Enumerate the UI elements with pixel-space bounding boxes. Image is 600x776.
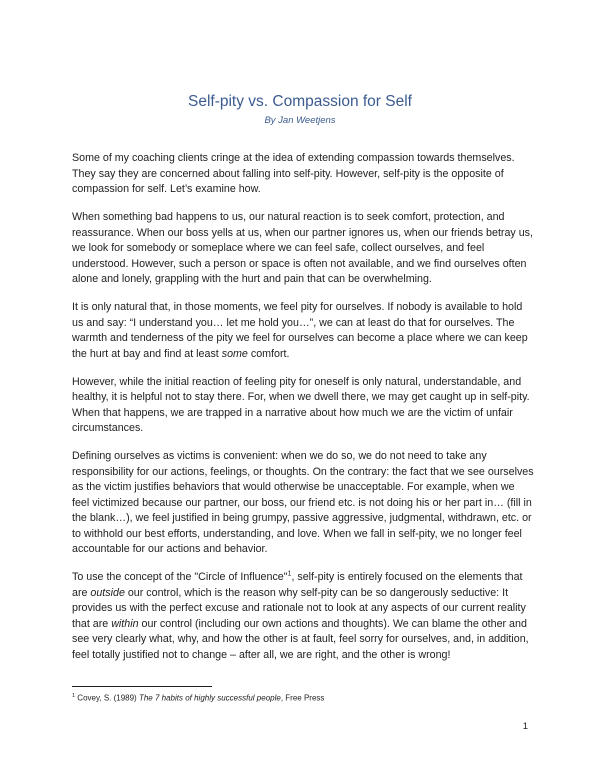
footnote-marker: 1	[72, 693, 76, 699]
document-title: Self-pity vs. Compassion for Self	[188, 93, 412, 110]
paragraph-6-emphasis-outside: outside	[90, 586, 125, 599]
paragraph-6-text-c: our control, which is the reason why self-pity can be so dangerously seductive: It provides us with the perfect excuse and rationale not to look at any aspects of our current reality that are	[72, 586, 526, 630]
footnote-book-title: The 7 habits of highly successful people	[138, 693, 281, 703]
paragraph-6	[72, 570, 534, 663]
paragraph-6-text-a: To use the concept of the "Circle of Influence"	[72, 571, 288, 583]
paragraph-3-text-a: It is only natural that, in those moments, we feel pity for ourselves. If nobody is available to hold us and say: “I understand you… let me hold you…”, we can at least do that for ourselves. The warmth and tenderness of the pity we feel for ourselves can become a place where we can keep the hurt at bay and find at least	[72, 301, 528, 360]
paragraph-6-text-b: , self-pity is entirely focused on the elements that are	[72, 571, 523, 599]
paragraph-2: When something bad happens to us, our natural reaction is to seek comfort, protection, and reassurance. When our boss yells at us, when our partner ignores us, when our friends betray us, we look for somebody or someplace where we can feel safe, collect ourselves, and feel understood. However, such a person or space is often not available, and we find ourselves often alone and lonely, grappling with the hurt and pain that can be overwhelming.	[72, 211, 533, 285]
paragraph-1: Some of my coaching clients cringe at the idea of extending compassion towards themselves. They say they are concerned about falling into self-pity. However, self-pity is the opposite of compassion for self. Let’s examine how.	[72, 152, 515, 195]
document-body	[72, 151, 534, 676]
paragraph-4: However, while the initial reaction of feeling pity for oneself is only natural, understandable, and healthy, it is helpful not to stay there. For, when we dwell there, we may get caught up in self-pity. When that happens, we are trapped in a narrative about how much we are the victim of unfair circumstances.	[72, 375, 530, 434]
paragraph-5: Defining ourselves as victims is convenient: when we do so, we do not need to take any responsibility for our actions, feelings, or thoughts. On the contrary: the fact that we see ourselves as the victim justifies behaviors that would otherwise be unacceptable. For example, when we feel victimized because our partner, our boss, our friend etc. is not doing his or her part in… (fill in the blank…), we feel justified in being grumpy, passive aggressive, judgmental, withdrawn, etc. or to withhold our best efforts, understanding, and love. When we fall in self-pity, we no longer feel accountable for our actions and behavior.	[72, 450, 534, 555]
footnote-suffix: , Free Press	[280, 693, 325, 703]
paragraph-3-emphasis: some	[221, 347, 248, 360]
page-number: 1	[522, 721, 528, 732]
footnote-divider	[72, 686, 212, 687]
paragraph-3-text-b: comfort.	[247, 347, 290, 360]
author-byline: By Jan Weetjens	[264, 115, 336, 126]
paragraph-6-emphasis-within: within	[111, 617, 139, 630]
paragraph-3	[72, 300, 534, 362]
paragraph-6-text-d: our control (including our own actions and thoughts). We can blame the other and see very clearly what, why, and how the other is at fault, feel sorry for ourselves, and, in addition, feel totally justified not to change – after all, we are right, and the other is wrong!	[72, 617, 529, 661]
footnote-prefix: Covey, S. (1989)	[75, 693, 139, 703]
footnote	[72, 693, 532, 703]
footnote-reference[interactable]: 1	[287, 570, 292, 578]
